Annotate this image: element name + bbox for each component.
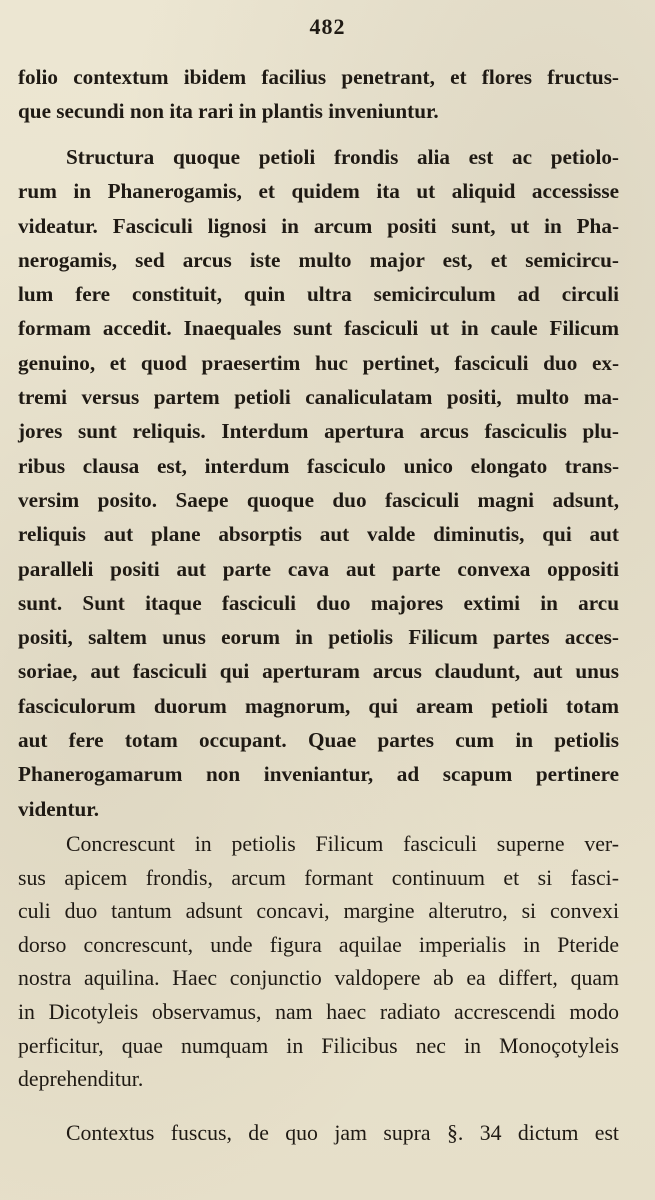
text-line: formam accedit. Inaequales sunt fasciculi ut in caule Filicum (18, 316, 619, 341)
text-line: aut fere totam occupant. Quae partes cum in petiolis (18, 728, 619, 753)
text-line: lum fere constituit, quin ultra semicirculum ad circuli (18, 282, 619, 307)
paragraph-3 (18, 828, 619, 1097)
text-line: videatur. Fasciculi lignosi in arcum positi sunt, ut in Pha- (18, 213, 619, 238)
text-line: rum in Phanerogamis, et quidem ita ut aliquid accessisse (18, 179, 619, 204)
text-line: ribus clausa est, interdum fasciculo unico elongato trans- (18, 453, 619, 478)
text-line: fasciculorum duorum magnorum, qui aream petioli totam (18, 693, 619, 718)
text-line: nostra aquilina. Haec conjunctio valdopere ab ea differt, quam (18, 966, 619, 991)
text-line: soriae, aut fasciculi qui aperturam arcus claudunt, aut unus (18, 659, 619, 684)
text-line: perficitur, quae numquam in Filicibus nec in Monoçotyleis (18, 1033, 619, 1058)
text-line: paralleli positi aut parte cava aut parte convexa oppositi (18, 556, 619, 581)
text-line: positi, saltem unus eorum in petiolis Filicum partes acces- (18, 625, 619, 650)
text-line: dorso concrescunt, unde figura aquilae imperialis in Pteride (18, 932, 619, 957)
text-line: versim posito. Saepe quoque duo fasciculi magni adsunt, (18, 487, 619, 512)
text-line: nerogamis, sed arcus iste multo major est, et semicircu- (18, 247, 619, 272)
text-line: sus apicem frondis, arcum formant continuum et si fasci- (18, 865, 619, 890)
text-line: culi duo tantum adsunt concavi, margine alterutro, si convexi (18, 899, 619, 924)
text-line: jores sunt reliquis. Interdum apertura arcus fasciculis plu- (18, 419, 619, 444)
paragraph-2 (18, 140, 619, 826)
page-number: 482 (309, 14, 346, 39)
text-line: deprehenditur. (18, 1067, 144, 1092)
text-line: folio contextum ibidem facilius penetrant, et flores fructus- (18, 65, 619, 89)
text-line: Structura quoque petioli frondis alia est ac petiolo- (66, 145, 619, 169)
text-line: Concrescunt in petiolis Filicum fasciculi superne ver- (66, 832, 619, 856)
text-line: in Dicotyleis observamus, nam haec radiato accrescendi modo (18, 999, 619, 1024)
text-line: Phanerogamarum non inveniantur, ad scapum pertinere (18, 762, 619, 787)
text-line: videntur. (18, 796, 100, 821)
paragraph-4 (18, 1116, 619, 1150)
paragraph-1 (18, 60, 619, 129)
text-line: que secundi non ita rari in plantis inveniuntur. (18, 99, 439, 124)
text-line: reliquis aut plane absorptis aut valde diminutis, qui aut (18, 522, 619, 547)
text-line: sunt. Sunt itaque fasciculi duo majores extimi in arcu (18, 590, 619, 615)
text-line: Contextus fuscus, de quo jam supra §. 34 dictum est (66, 1121, 619, 1145)
text-line: genuino, et quod praesertim huc pertinet, fasciculi duo ex- (18, 350, 619, 375)
text-line: tremi versus partem petioli canaliculatam positi, multo ma- (18, 385, 619, 410)
